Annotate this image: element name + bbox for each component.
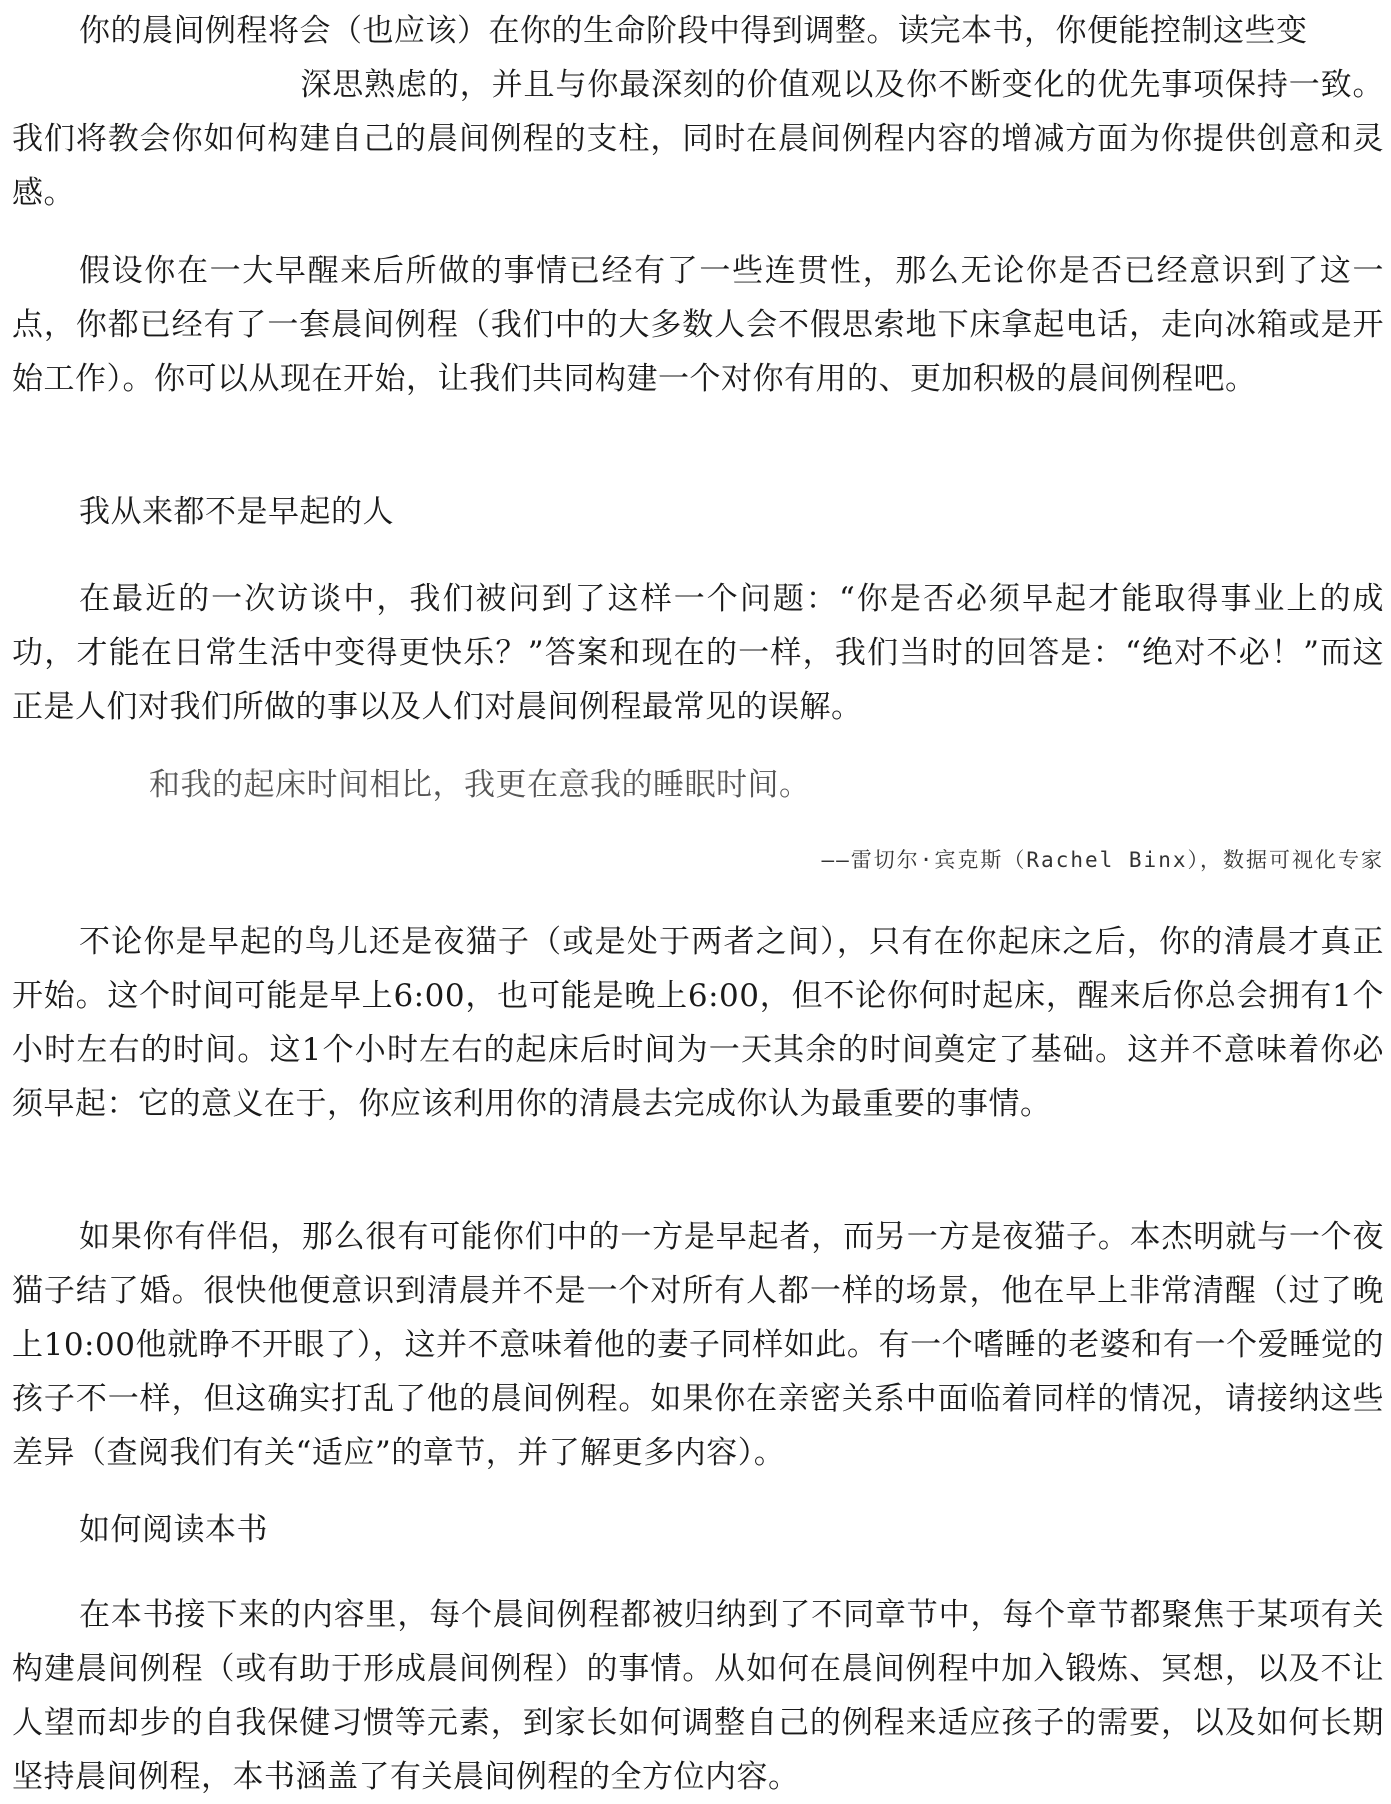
paragraph-intro-part-1: 你的晨间例程将会（也应该）在你的生命阶段中得到调整。读完本书，你便能控制这些变 <box>79 13 1308 49</box>
section-heading-not-early-riser: 我从来都不是早起的人 <box>79 494 394 530</box>
paragraph-early-bird-night-owl: 不论你是早起的鸟儿还是夜猫子（或是处于两者之间），只有在你起床之后，你的清晨才真正开始。这个时间可能是早上6:00，也可能是晚上6:00，但不论你何时起床，醒来后你总会拥有1个小时左右的时间。这1个小时左右的起床后时间为一天其余的时间奠定了基础。这并不意味着你必须早起：它的意义在于，你应该利用你的清晨去完成你认为最重要的事情。 <box>12 924 1384 1122</box>
paragraph-partner: 如果你有伴侣，那么很有可能你们中的一方是早起者，而另一方是夜猫子。本杰明就与一个夜猫子结了婚。很快他便意识到清晨并不是一个对所有人都一样的场景，他在早上非常清醒（过了晚上10:00他就睁不开眼了），这并不意味着他的妻子同样如此。有一个嗜睡的老婆和有一个爱睡觉的孩子不一样，但这确实打乱了他的晨间例程。如果你在亲密关系中面临着同样的情况，请接纳这些差异（查阅我们有关“适应”的章节，并了解更多内容）。 <box>12 1219 1384 1471</box>
paragraph-interview: 在最近的一次访谈中，我们被问到了这样一个问题：“你是否必须早起才能取得事业上的成功，才能在日常生活中变得更快乐？”答案和现在的一样，我们当时的回答是：“绝对不必！”而这正是人们对我们所做的事以及人们对晨间例程最常见的误解。 <box>12 581 1384 725</box>
section-heading-how-to-read: 如何阅读本书 <box>79 1512 268 1548</box>
paragraph-existing-routine: 假设你在一大早醒来后所做的事情已经有了一些连贯性，那么无论你是否已经意识到了这一点，你都已经有了一套晨间例程（我们中的大多数人会不假思索地下床拿起电话，走向冰箱或是开始工作）。你可以从现在开始，让我们共同构建一个对你有用的、更加积极的晨间例程吧。 <box>12 253 1384 397</box>
block-quote: 和我的起床时间相比，我更在意我的睡眠时间。 <box>149 767 811 803</box>
paragraph-intro-part-2: 深思熟虑的，并且与你最深刻的价值观以及你不断变化的优先事项保持一致。我们将教会你如何构建自己的晨间例程的支柱，同时在晨间例程内容的增减方面为你提供创意和灵感。 <box>12 67 1384 211</box>
paragraph-intro <box>12 4 1384 220</box>
quote-attribution: ——雷切尔·宾克斯（Rachel Binx），数据可视化专家 <box>821 848 1384 872</box>
paragraph-book-contents: 在本书接下来的内容里，每个晨间例程都被归纳到了不同章节中，每个章节都聚焦于某项有关构建晨间例程（或有助于形成晨间例程）的事情。从如何在晨间例程中加入锻炼、冥想，以及不让人望而却步的自我保健习惯等元素，到家长如何调整自己的例程来适应孩子的需要，以及如何长期坚持晨间例程，本书涵盖了有关晨间例程的全方位内容。 <box>12 1597 1384 1795</box>
